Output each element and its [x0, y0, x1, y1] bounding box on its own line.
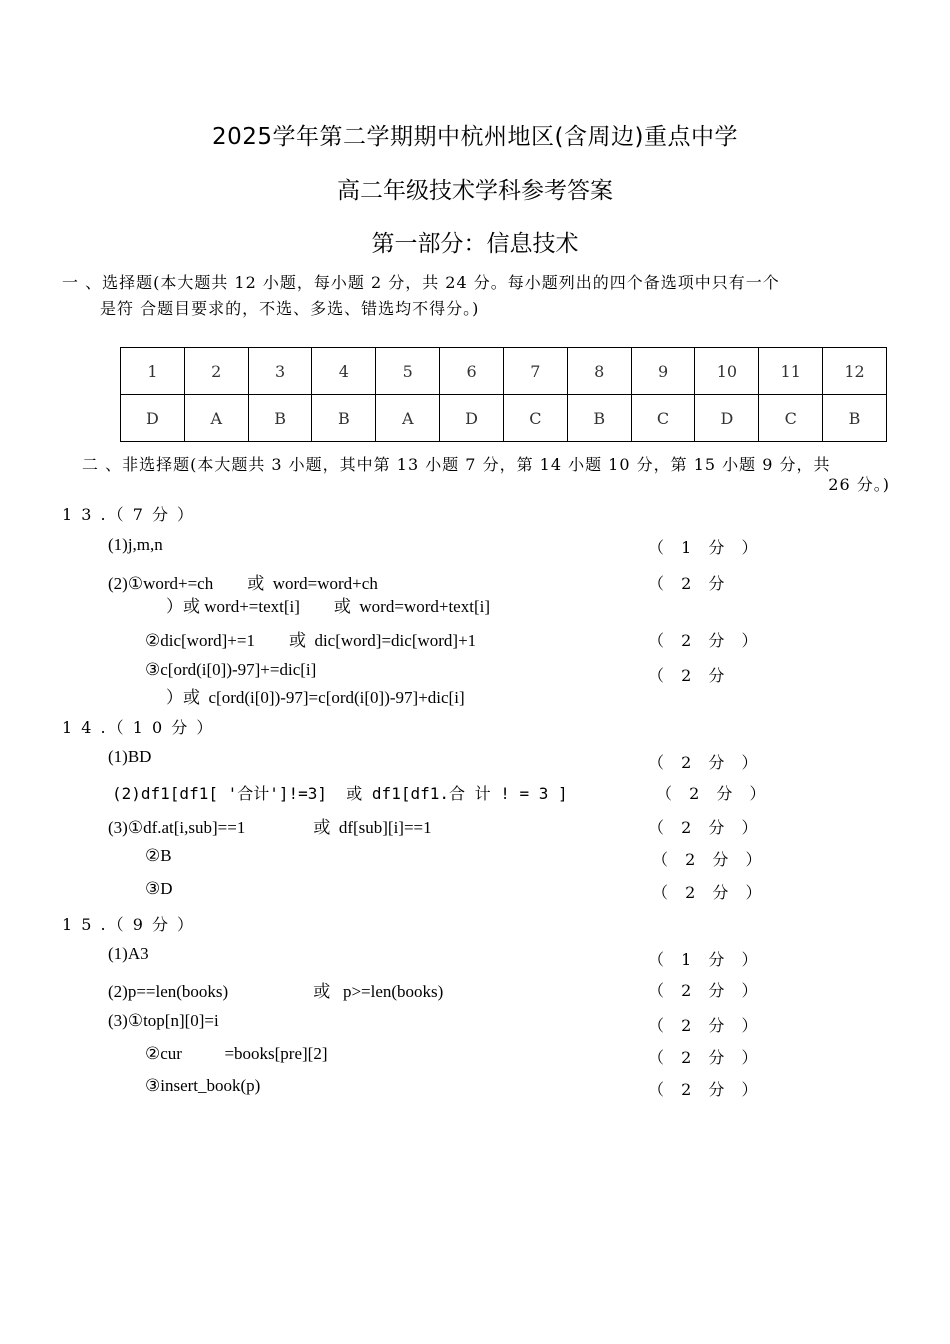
mc-number: 6	[440, 348, 504, 395]
q15-score-5: （ 2 分 ）	[648, 1080, 764, 1099]
q13-answer-4-alt: ）或 c[ord(i[0])-97]=c[ord(i[0])-97]+dic[i]	[166, 688, 465, 707]
q14-score-2: （ 2 分 ）	[656, 784, 772, 803]
mc-answer: C	[631, 395, 695, 442]
section2-heading: 二 、非选择题(本大题共 3 小题，其中第 13 小题 7 分，第 14 小题 10 分，第 15 小题 9 分，共	[82, 455, 831, 474]
mc-number: 8	[567, 348, 631, 395]
q15-score-2: （ 2 分 ）	[648, 981, 764, 1000]
q14-score-5: （ 2 分 ）	[652, 883, 768, 902]
q14-score-3: （ 2 分 ）	[648, 818, 764, 837]
q15-score-3: （ 2 分 ）	[648, 1016, 764, 1035]
q14-answer-4: ②B	[145, 846, 172, 865]
page-title: 2025学年第二学期期中杭州地区(含周边)重点中学	[212, 124, 738, 150]
q13-score-1: （ 1 分 ）	[648, 538, 764, 557]
mc-answer: B	[823, 395, 887, 442]
q15-score-1: （ 1 分 ）	[648, 950, 764, 969]
section1-heading: 一 、选择题(本大题共 12 小题，每小题 2 分，共 24 分。每小题列出的四个备选项中只有一个	[62, 273, 780, 292]
mc-answer: B	[312, 395, 376, 442]
q15-answer-2: (2)p==len(books) 或 p>=len(books)	[108, 982, 444, 1001]
page-subtitle: 高二年级技术学科参考答案	[337, 178, 613, 204]
q15-header: 1 5 .（ 9 分 ）	[62, 915, 196, 934]
mc-answer: D	[440, 395, 504, 442]
mc-answer: A	[184, 395, 248, 442]
mc-answer: B	[567, 395, 631, 442]
q13-answer-2-alt: ）或 word+=text[i] 或 word=word+text[i]	[166, 597, 490, 616]
mc-number: 3	[248, 348, 312, 395]
q15-answer-1: (1)A3	[108, 944, 149, 963]
q15-answer-3: (3)①top[n][0]=i	[108, 1011, 219, 1030]
mc-answer: D	[121, 395, 185, 442]
section1-heading-cont: 是符 合题目要求的，不选、多选、错选均不得分。)	[100, 299, 480, 318]
q13-header: 1 3 .（ 7 分 ）	[62, 505, 196, 524]
q14-header: 1 4 .（ 1 0 分 ）	[62, 718, 215, 737]
q15-answer-4: ②cur =books[pre][2]	[145, 1044, 328, 1063]
mc-number: 5	[376, 348, 440, 395]
mc-number: 7	[503, 348, 567, 395]
mc-answer: B	[248, 395, 312, 442]
q14-score-1: （ 2 分 ）	[648, 753, 764, 772]
mc-answer: D	[695, 395, 759, 442]
q13-answer-2: (2)①word+=ch 或 word=word+ch	[108, 574, 378, 593]
q14-answer-2: (2)df1[df1[ '合计']!=3] 或 df1[df1.合 计 ! = 3 ]	[112, 784, 568, 803]
q13-answer-3: ②dic[word]+=1 或 dic[word]=dic[word]+1	[145, 631, 477, 650]
q15-answer-5: ③insert_book(p)	[145, 1076, 261, 1095]
part-title: 第一部分：信息技术	[371, 231, 579, 257]
mc-number: 1	[121, 348, 185, 395]
mc-number-row	[121, 348, 887, 395]
mc-number: 11	[759, 348, 823, 395]
q13-answer-1: (1)j,m,n	[108, 535, 163, 554]
mc-number: 2	[184, 348, 248, 395]
section2-heading-cont: 26 分。)	[828, 475, 890, 494]
mc-number: 4	[312, 348, 376, 395]
q13-score-3: （ 2 分 ）	[648, 631, 764, 650]
mc-answer-row	[121, 395, 887, 442]
mc-number: 12	[823, 348, 887, 395]
mc-answer-table	[120, 347, 887, 442]
q13-score-4: （ 2 分	[648, 666, 731, 685]
mc-number: 10	[695, 348, 759, 395]
mc-answer: A	[376, 395, 440, 442]
q14-answer-3: (3)①df.at[i,sub]==1 或 df[sub][i]==1	[108, 818, 432, 837]
q13-score-2: （ 2 分	[648, 574, 731, 593]
q14-score-4: （ 2 分 ）	[652, 850, 768, 869]
q14-answer-1: (1)BD	[108, 747, 152, 766]
q13-answer-4: ③c[ord(i[0])-97]+=dic[i]	[145, 660, 317, 679]
mc-answer: C	[759, 395, 823, 442]
q15-score-4: （ 2 分 ）	[648, 1048, 764, 1067]
mc-answer: C	[503, 395, 567, 442]
q14-answer-5: ③D	[145, 879, 173, 898]
mc-number: 9	[631, 348, 695, 395]
